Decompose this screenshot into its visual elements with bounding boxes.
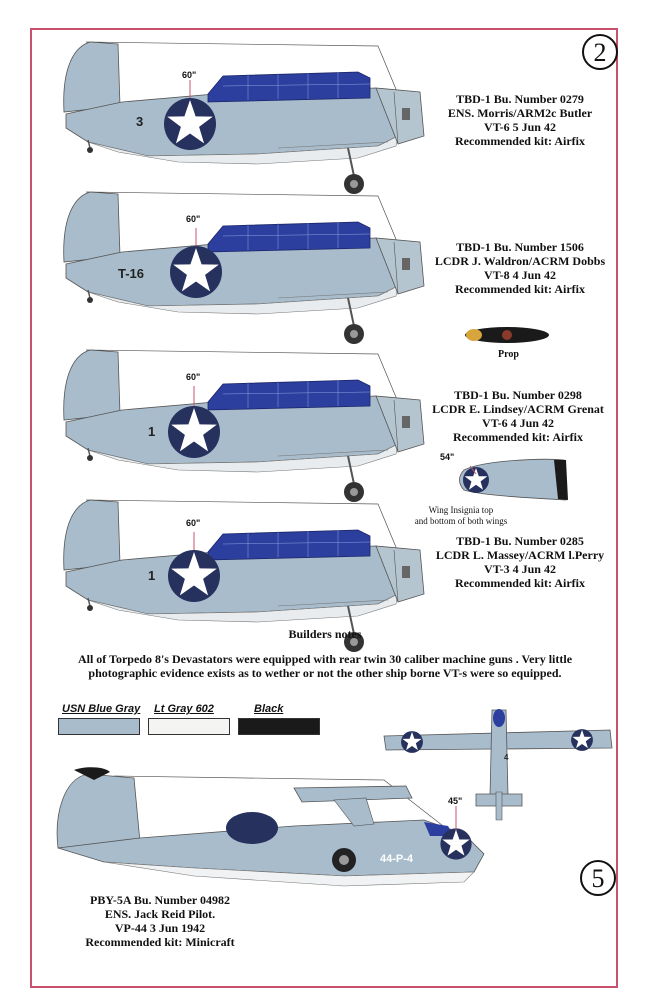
caption-aircraft-4: TBD-1 Bu. Number 0285 LCDR L. Massey/ACRM l.Perry VT-3 4 Jun 42 Recommended kit: Airfix — [435, 534, 605, 590]
pby-topview-code: 4 — [504, 753, 509, 762]
page-number-top: 2 — [582, 34, 618, 70]
caption-aircraft-2: TBD-1 Bu. Number 1506 LCDR J. Waldron/ACRM Dobbs VT-8 4 Jun 42 Recommended kit: Airfix — [434, 240, 606, 296]
fuselage-code-3: 1 — [148, 424, 156, 439]
propeller-drawing — [462, 322, 552, 348]
tbd-side-view-1 — [58, 36, 430, 200]
fuselage-code-2: T-16 — [118, 266, 145, 281]
caption-aircraft-3: TBD-1 Bu. Number 0298 LCDR E. Lindsey/ACRM Grenat VT-6 4 Jun 42 Recommended kit: Airfix — [432, 388, 604, 444]
prop-label: Prop — [498, 349, 519, 360]
swatch-label-blue-gray: USN Blue Gray — [62, 703, 141, 715]
tbd-side-view-3 — [58, 344, 430, 508]
dimension-label-1: 60" — [182, 70, 197, 80]
swatch-label-black: Black — [254, 703, 284, 715]
wing-dimension-label: 54" — [440, 452, 455, 462]
fuselage-code-4: 1 — [148, 568, 156, 583]
wing-insignia-note: Wing Insignia top and bottom of both wings — [414, 505, 508, 526]
swatch-black — [238, 718, 320, 735]
wing-insignia-drawing — [454, 456, 572, 504]
pby-hull-code: 44-P-4 — [380, 853, 414, 865]
swatch-lt-gray — [148, 718, 230, 735]
builders-notes-title: Builders notes — [288, 627, 362, 641]
swatch-blue-gray — [58, 718, 140, 735]
swatch-label-lt-gray: Lt Gray 602 — [154, 703, 214, 715]
dimension-label-2: 60" — [186, 214, 201, 224]
caption-aircraft-1: TBD-1 Bu. Number 0279 ENS. Morris/ARM2c Butler VT-6 5 Jun 42 Recommended kit: Airfix — [447, 92, 593, 148]
builders-notes-text: All of Torpedo 8's Devastators were equipped with rear twin 30 caliber machine guns . Very little photographic evidence exists as to wether or not the other ship borne VT-s were so equipped. — [77, 652, 573, 680]
dimension-label-3: 60" — [186, 372, 201, 382]
page-number-bottom: 5 — [580, 860, 616, 896]
fuselage-code-1: 3 — [136, 114, 144, 129]
dimension-label-4: 60" — [186, 518, 201, 528]
pby-side-view — [44, 764, 514, 894]
tbd-side-view-2 — [58, 186, 430, 350]
caption-pby: PBY-5A Bu. Number 04982 ENS. Jack Reid Pilot. VP-44 3 Jun 1942 Recommended kit: Minicraft — [85, 893, 235, 949]
pby-dimension-label: 45" — [448, 796, 463, 806]
